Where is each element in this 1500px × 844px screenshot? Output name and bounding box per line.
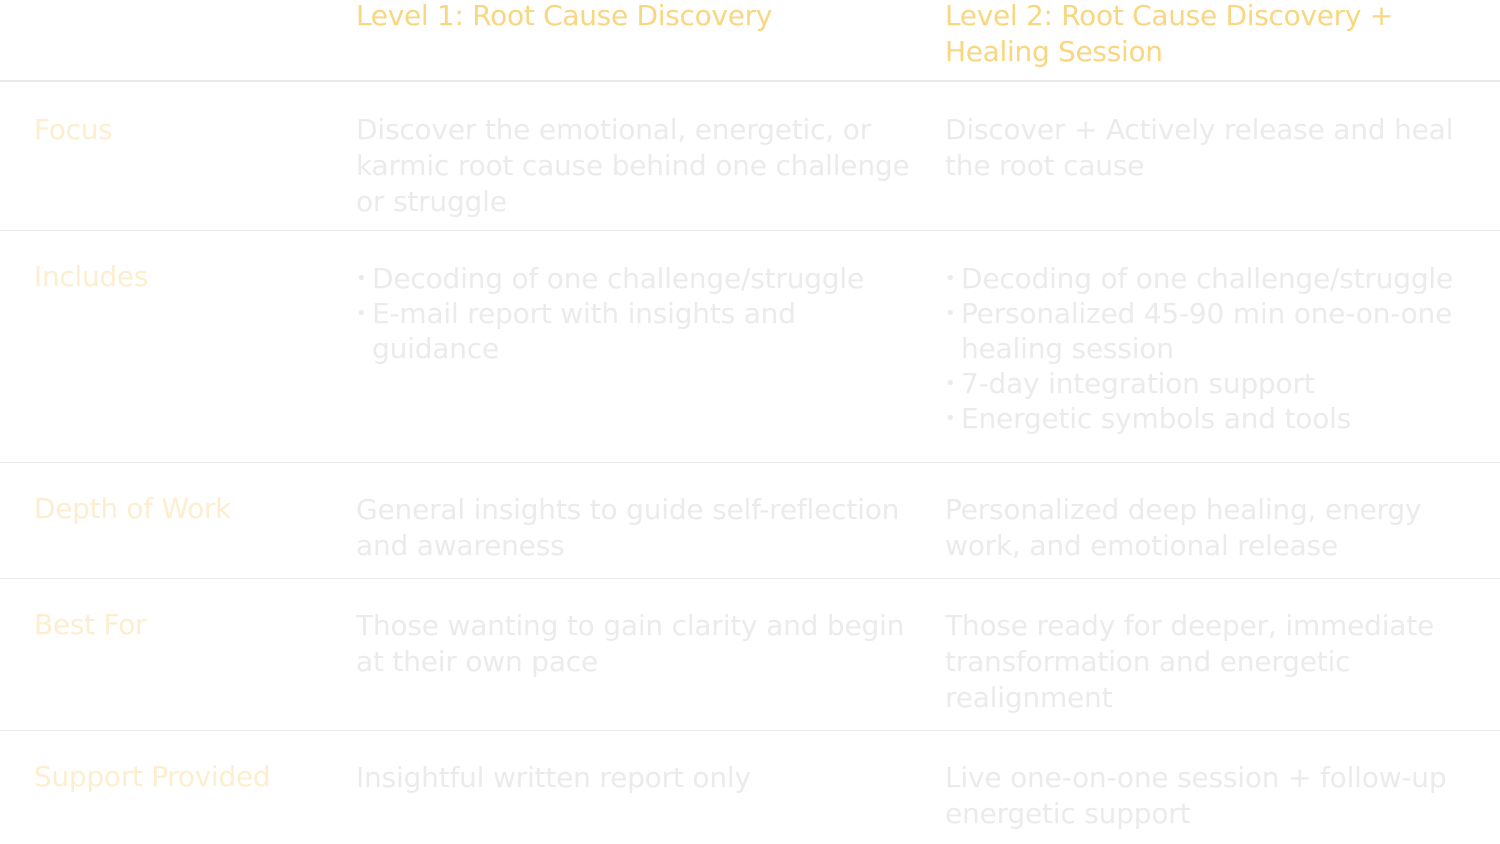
best-for-level-1: Those wanting to gain clarity and begin at their own pace [356,609,905,678]
includes-level-2-list [945,261,1490,436]
level-2-heading: Level 2: Root Cause Discovery + Healing Session [945,0,1393,68]
focus-level-2: Discover + Actively release and heal the root cause [945,113,1454,182]
row-label-best-for: Best For [34,608,147,641]
table-row-focus [0,82,1500,231]
list-item: • Decoding of one challenge/struggle [356,261,916,296]
row-label-depth: Depth of Work [34,492,232,525]
table-row-best-for [0,579,1500,731]
level-1-heading: Level 1: Root Cause Discovery [356,0,773,32]
row-label-includes: Includes [34,260,149,293]
row-label-support: Support Provided [34,760,271,793]
list-item: • E-mail report with insights and guidance [356,296,916,366]
table-row-depth [0,463,1500,579]
list-item: • Personalized 45-90 min one-on-one healing session [945,296,1490,366]
best-for-level-2: Those ready for deeper, immediate transformation and energetic realignment [945,609,1435,714]
list-item: • Energetic symbols and tools [945,401,1490,436]
row-label-focus: Focus [34,113,113,146]
support-level-2: Live one-on-one session + follow-up energetic support [945,761,1447,830]
table-row-support [0,731,1500,844]
table-row-includes [0,231,1500,463]
depth-level-1: General insights to guide self-reflection and awareness [356,493,900,562]
depth-level-2: Personalized deep healing, energy work, and emotional release [945,493,1422,562]
includes-level-1-list [356,261,916,366]
list-item: • Decoding of one challenge/struggle [945,261,1490,296]
list-item: • 7-day integration support [945,366,1490,401]
support-level-1: Insightful written report only [356,761,751,794]
focus-level-1: Discover the emotional, energetic, or karmic root cause behind one challenge or struggle [356,113,910,218]
table-header [0,0,1500,82]
